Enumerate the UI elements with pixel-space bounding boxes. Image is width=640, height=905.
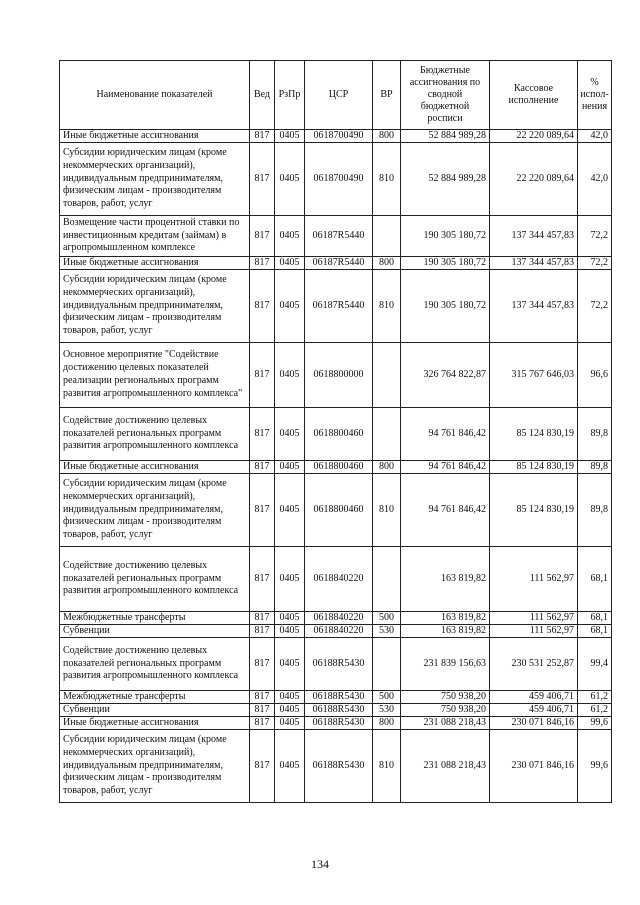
table-row <box>60 625 612 638</box>
cell-pct: 42,0 <box>578 143 612 216</box>
cell-vr <box>373 638 401 691</box>
cell-rzpr: 0405 <box>275 704 305 717</box>
cell-name: Содействие достижению целевых показателей региональных программ развития агропромышленного комплекса <box>60 408 250 461</box>
table-body <box>60 130 612 803</box>
cell-ved: 817 <box>250 717 275 730</box>
table-row <box>60 343 612 408</box>
table-row <box>60 612 612 625</box>
table-row <box>60 638 612 691</box>
table-row <box>60 461 612 474</box>
cell-name: Содействие достижению целевых показателей региональных программ развития агропромышленного комплекса <box>60 547 250 612</box>
cell-rzpr: 0405 <box>275 408 305 461</box>
cell-name: Иные бюджетные ассигнования <box>60 130 250 143</box>
cell-pct: 99,6 <box>578 730 612 803</box>
cell-csr: 0618700490 <box>305 130 373 143</box>
header-cash-execution: Кассовое исполнение <box>490 61 578 130</box>
cell-rzpr: 0405 <box>275 474 305 547</box>
cell-pct: 61,2 <box>578 691 612 704</box>
cell-name: Субсидии юридическим лицам (кроме некоммерческих организаций), индивидуальным предпринимателям, физическим лицам - производителям товаров, работ, услуг <box>60 730 250 803</box>
table-row <box>60 270 612 343</box>
cell-ved: 817 <box>250 257 275 270</box>
cell-pct: 72,2 <box>578 270 612 343</box>
cell-vr: 810 <box>373 270 401 343</box>
cell-ved: 817 <box>250 704 275 717</box>
cell-pct: 89,8 <box>578 408 612 461</box>
cell-rzpr: 0405 <box>275 547 305 612</box>
cell-ved: 817 <box>250 638 275 691</box>
cell-vr: 810 <box>373 143 401 216</box>
cell-ved: 817 <box>250 625 275 638</box>
cell-csr: 0618800460 <box>305 408 373 461</box>
cell-assign: 163 819,82 <box>401 625 490 638</box>
cell-cash: 230 531 252,87 <box>490 638 578 691</box>
cell-rzpr: 0405 <box>275 612 305 625</box>
cell-assign: 163 819,82 <box>401 547 490 612</box>
cell-pct: 99,6 <box>578 717 612 730</box>
cell-vr <box>373 343 401 408</box>
cell-csr: 06188R5430 <box>305 638 373 691</box>
cell-cash: 137 344 457,83 <box>490 257 578 270</box>
cell-cash: 85 124 830,19 <box>490 474 578 547</box>
cell-csr: 0618800000 <box>305 343 373 408</box>
cell-pct: 61,2 <box>578 704 612 717</box>
cell-cash: 459 406,71 <box>490 691 578 704</box>
table-row <box>60 130 612 143</box>
cell-ved: 817 <box>250 408 275 461</box>
table-row <box>60 704 612 717</box>
header-execution-percent: % испол-нения <box>578 61 612 130</box>
cell-cash: 111 562,97 <box>490 612 578 625</box>
cell-assign: 190 305 180,72 <box>401 257 490 270</box>
cell-ved: 817 <box>250 474 275 547</box>
cell-assign: 231 839 156,63 <box>401 638 490 691</box>
cell-name: Субсидии юридическим лицам (кроме некоммерческих организаций), индивидуальным предпринимателям, физическим лицам - производителям товаров, работ, услуг <box>60 474 250 547</box>
cell-csr: 06188R5430 <box>305 691 373 704</box>
cell-rzpr: 0405 <box>275 143 305 216</box>
cell-pct: 72,2 <box>578 257 612 270</box>
cell-cash: 111 562,97 <box>490 547 578 612</box>
cell-assign: 231 088 218,43 <box>401 730 490 803</box>
budget-execution-table <box>59 60 612 803</box>
cell-assign: 94 761 846,42 <box>401 408 490 461</box>
cell-ved: 817 <box>250 691 275 704</box>
cell-cash: 85 124 830,19 <box>490 461 578 474</box>
cell-assign: 52 884 989,28 <box>401 143 490 216</box>
cell-ved: 817 <box>250 730 275 803</box>
cell-csr: 06188R5430 <box>305 717 373 730</box>
cell-vr: 530 <box>373 704 401 717</box>
cell-csr: 06188R5430 <box>305 704 373 717</box>
cell-vr: 800 <box>373 130 401 143</box>
cell-ved: 817 <box>250 547 275 612</box>
cell-cash: 137 344 457,83 <box>490 216 578 257</box>
cell-rzpr: 0405 <box>275 270 305 343</box>
cell-ved: 817 <box>250 216 275 257</box>
cell-name: Субвенции <box>60 704 250 717</box>
cell-rzpr: 0405 <box>275 717 305 730</box>
cell-rzpr: 0405 <box>275 638 305 691</box>
cell-name: Субвенции <box>60 625 250 638</box>
header-name: Наименование показателей <box>60 61 250 130</box>
cell-assign: 190 305 180,72 <box>401 216 490 257</box>
cell-pct: 68,1 <box>578 625 612 638</box>
cell-pct: 99,4 <box>578 638 612 691</box>
table-row <box>60 143 612 216</box>
cell-rzpr: 0405 <box>275 216 305 257</box>
cell-pct: 89,8 <box>578 474 612 547</box>
cell-rzpr: 0405 <box>275 343 305 408</box>
cell-name: Возмещение части процентной ставки по инвестиционным кредитам (займам) в агропромышленном комплексе <box>60 216 250 257</box>
cell-assign: 231 088 218,43 <box>401 717 490 730</box>
header-assignments: Бюджетные ассигнования по сводной бюджетной росписи <box>401 61 490 130</box>
cell-name: Межбюджетные трансферты <box>60 691 250 704</box>
cell-csr: 06187R5440 <box>305 216 373 257</box>
cell-pct: 72,2 <box>578 216 612 257</box>
cell-csr: 0618700490 <box>305 143 373 216</box>
cell-csr: 0618800460 <box>305 474 373 547</box>
table-header-row <box>60 61 612 130</box>
cell-cash: 230 071 846,16 <box>490 717 578 730</box>
cell-name: Содействие достижению целевых показателей региональных программ развития агропромышленного комплекса <box>60 638 250 691</box>
cell-csr: 0618840220 <box>305 612 373 625</box>
cell-ved: 817 <box>250 461 275 474</box>
header-ved: Вед <box>250 61 275 130</box>
cell-ved: 817 <box>250 130 275 143</box>
cell-cash: 230 071 846,16 <box>490 730 578 803</box>
cell-pct: 68,1 <box>578 547 612 612</box>
header-vr: ВР <box>373 61 401 130</box>
cell-rzpr: 0405 <box>275 691 305 704</box>
cell-assign: 94 761 846,42 <box>401 474 490 547</box>
cell-rzpr: 0405 <box>275 625 305 638</box>
cell-cash: 22 220 089,64 <box>490 143 578 216</box>
cell-vr: 800 <box>373 257 401 270</box>
cell-csr: 06187R5440 <box>305 257 373 270</box>
cell-vr: 500 <box>373 612 401 625</box>
cell-assign: 750 938,20 <box>401 704 490 717</box>
cell-cash: 459 406,71 <box>490 704 578 717</box>
cell-cash: 85 124 830,19 <box>490 408 578 461</box>
cell-csr: 0618840220 <box>305 547 373 612</box>
cell-ved: 817 <box>250 343 275 408</box>
cell-name: Основное мероприятие "Содействие достижению целевых показателей реализации региональных программ развития агропромышленного комплекса" <box>60 343 250 408</box>
cell-csr: 06187R5440 <box>305 270 373 343</box>
cell-vr <box>373 547 401 612</box>
cell-pct: 89,8 <box>578 461 612 474</box>
cell-assign: 750 938,20 <box>401 691 490 704</box>
cell-vr: 810 <box>373 730 401 803</box>
cell-rzpr: 0405 <box>275 257 305 270</box>
table-row <box>60 408 612 461</box>
cell-name: Субсидии юридическим лицам (кроме некоммерческих организаций), индивидуальным предпринимателям, физическим лицам - производителям товаров, работ, услуг <box>60 143 250 216</box>
table-row <box>60 547 612 612</box>
table-row <box>60 717 612 730</box>
cell-pct: 96,6 <box>578 343 612 408</box>
cell-assign: 326 764 822,87 <box>401 343 490 408</box>
cell-assign: 94 761 846,42 <box>401 461 490 474</box>
cell-vr <box>373 216 401 257</box>
cell-cash: 22 220 089,64 <box>490 130 578 143</box>
cell-csr: 06188R5430 <box>305 730 373 803</box>
cell-rzpr: 0405 <box>275 730 305 803</box>
cell-cash: 111 562,97 <box>490 625 578 638</box>
table-row <box>60 216 612 257</box>
cell-ved: 817 <box>250 143 275 216</box>
cell-name: Субсидии юридическим лицам (кроме некоммерческих организаций), индивидуальным предпринимателям, физическим лицам - производителям товаров, работ, услуг <box>60 270 250 343</box>
cell-vr: 530 <box>373 625 401 638</box>
cell-name: Иные бюджетные ассигнования <box>60 257 250 270</box>
cell-pct: 42,0 <box>578 130 612 143</box>
page-number: 134 <box>311 857 329 871</box>
cell-csr: 0618840220 <box>305 625 373 638</box>
table-row <box>60 474 612 547</box>
cell-name: Межбюджетные трансферты <box>60 612 250 625</box>
header-rzpr: РзПр <box>275 61 305 130</box>
cell-vr <box>373 408 401 461</box>
cell-ved: 817 <box>250 612 275 625</box>
table-row <box>60 691 612 704</box>
cell-rzpr: 0405 <box>275 130 305 143</box>
cell-assign: 190 305 180,72 <box>401 270 490 343</box>
table-row <box>60 730 612 803</box>
cell-name: Иные бюджетные ассигнования <box>60 461 250 474</box>
cell-vr: 500 <box>373 691 401 704</box>
cell-cash: 315 767 646,03 <box>490 343 578 408</box>
cell-assign: 52 884 989,28 <box>401 130 490 143</box>
header-csr: ЦСР <box>305 61 373 130</box>
table-row <box>60 257 612 270</box>
cell-pct: 68,1 <box>578 612 612 625</box>
cell-assign: 163 819,82 <box>401 612 490 625</box>
cell-vr: 800 <box>373 717 401 730</box>
cell-ved: 817 <box>250 270 275 343</box>
cell-vr: 810 <box>373 474 401 547</box>
cell-vr: 800 <box>373 461 401 474</box>
cell-cash: 137 344 457,83 <box>490 270 578 343</box>
cell-name: Иные бюджетные ассигнования <box>60 717 250 730</box>
cell-csr: 0618800460 <box>305 461 373 474</box>
cell-rzpr: 0405 <box>275 461 305 474</box>
